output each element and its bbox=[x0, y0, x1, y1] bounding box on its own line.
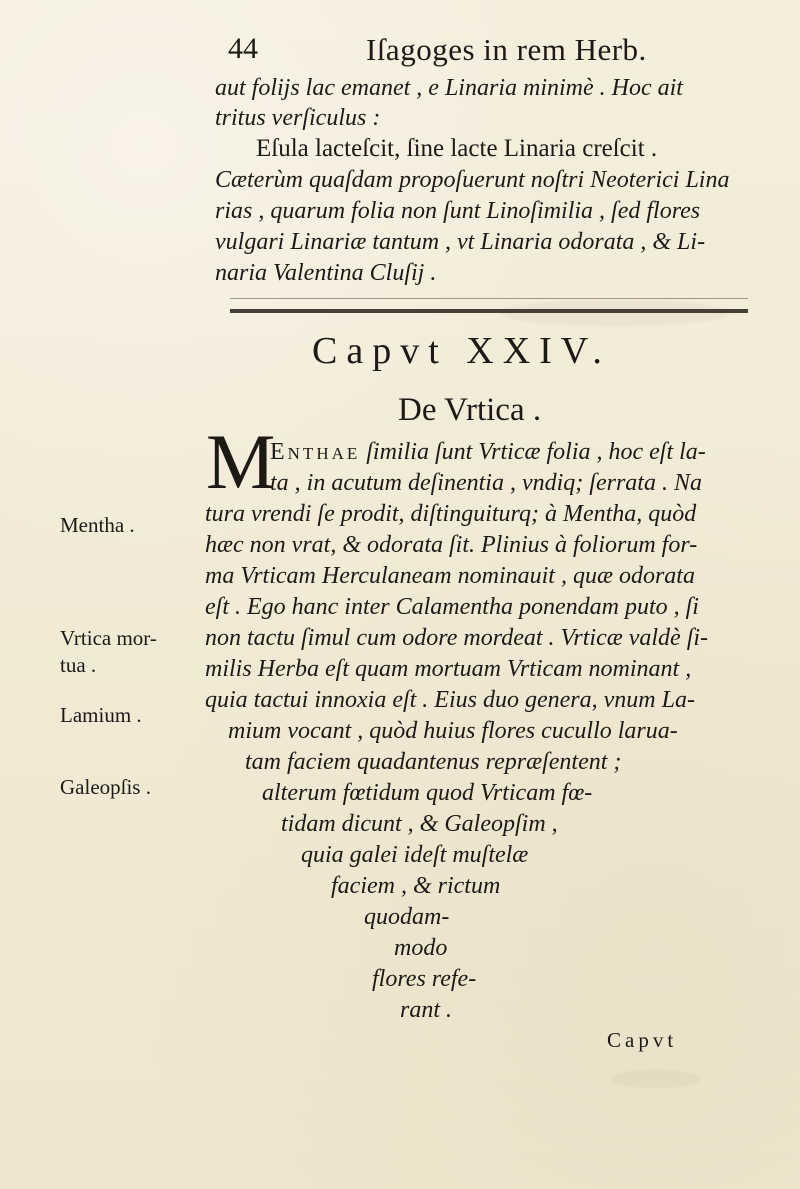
text-line: ma Vrticam Herculaneam nominauit , quæ odorata bbox=[205, 563, 695, 589]
text-line: modo bbox=[394, 935, 448, 961]
text-line: tidam dicunt , & Galeopſim , bbox=[281, 811, 558, 837]
chapter-heading: Capvt XXIV. bbox=[312, 330, 611, 372]
text-line-first bbox=[270, 440, 706, 464]
margin-note-vrtica: Vrtica mor- bbox=[60, 626, 157, 650]
margin-note-mentha: Mentha . bbox=[60, 513, 135, 537]
margin-note-vrtica-cont: tua . bbox=[60, 653, 97, 677]
margin-note-galeopsis: Galeopſis . bbox=[60, 775, 151, 799]
text-line: non tactu ſimul cum odore mordeat . Vrticæ valdè ſi- bbox=[205, 625, 709, 651]
text-line: faciem , & rictum bbox=[331, 873, 501, 899]
text-line: tritus verſiculus : bbox=[215, 105, 381, 131]
text-line: aut folijs lac emanet , e Linaria minimè . Hoc ait bbox=[215, 75, 683, 101]
text-line: eſt . Ego hanc inter Calamentha ponendam puto , ſi bbox=[205, 594, 699, 620]
chapter-subtitle: De Vrtica . bbox=[398, 392, 542, 428]
section-rule-thick bbox=[230, 309, 748, 313]
text-line: mium vocant , quòd huius flores cucullo larua- bbox=[228, 718, 678, 744]
text-line: quodam- bbox=[364, 904, 450, 930]
text-line: rant . bbox=[400, 997, 453, 1023]
page-number: 44 bbox=[228, 32, 258, 65]
running-head bbox=[228, 32, 678, 78]
text-line: vulgari Linariæ tantum , vt Linaria odorata , & Li- bbox=[215, 229, 706, 255]
text-line: tura vrendi ſe prodit, diſtinguiturq; à Mentha, quòd bbox=[205, 501, 697, 527]
first-line-rest: ſimilia ſunt Vrticæ folia , hoc eſt la- bbox=[366, 439, 706, 465]
margin-note-lamium: Lamium . bbox=[60, 703, 142, 727]
paper-stain bbox=[610, 1070, 700, 1088]
first-word-smallcaps: Enthae bbox=[270, 439, 361, 465]
text-line: quia tactui innoxia eſt . Eius duo genera, vnum La- bbox=[205, 687, 695, 713]
section-rule bbox=[230, 298, 748, 299]
catchword: Capvt bbox=[607, 1028, 678, 1052]
paper-stain bbox=[500, 300, 730, 326]
text-line: tam faciem quadantenus repræſentent ; bbox=[245, 749, 622, 775]
running-title: Iſagoges in rem Herb. bbox=[366, 32, 647, 67]
text-line: milis Herba eſt quam mortuam Vrticam nominant , bbox=[205, 656, 692, 682]
quoted-verse: Eſula lacteſcit, ſine lacte Linaria creſcit . bbox=[256, 135, 658, 162]
drop-cap: M bbox=[206, 418, 276, 505]
text-line: naria Valentina Cluſij . bbox=[215, 260, 437, 286]
text-line: ta , in acutum deſinentia , vndiq; ſerrata . Na bbox=[270, 470, 702, 496]
text-line: flores refe- bbox=[372, 966, 477, 992]
text-line: quia galei ideſt muſtelæ bbox=[301, 842, 529, 868]
text-line: hæc non vrat, & odorata ſit. Plinius à foliorum for- bbox=[205, 532, 698, 558]
text-line: Cæterùm quaſdam propoſuerunt noſtri Neoterici Lina bbox=[215, 167, 730, 193]
text-line: alterum fœtidum quod Vrticam fœ- bbox=[262, 780, 593, 806]
text-line: rias , quarum folia non ſunt Linoſimilia , ſed flores bbox=[215, 198, 701, 224]
